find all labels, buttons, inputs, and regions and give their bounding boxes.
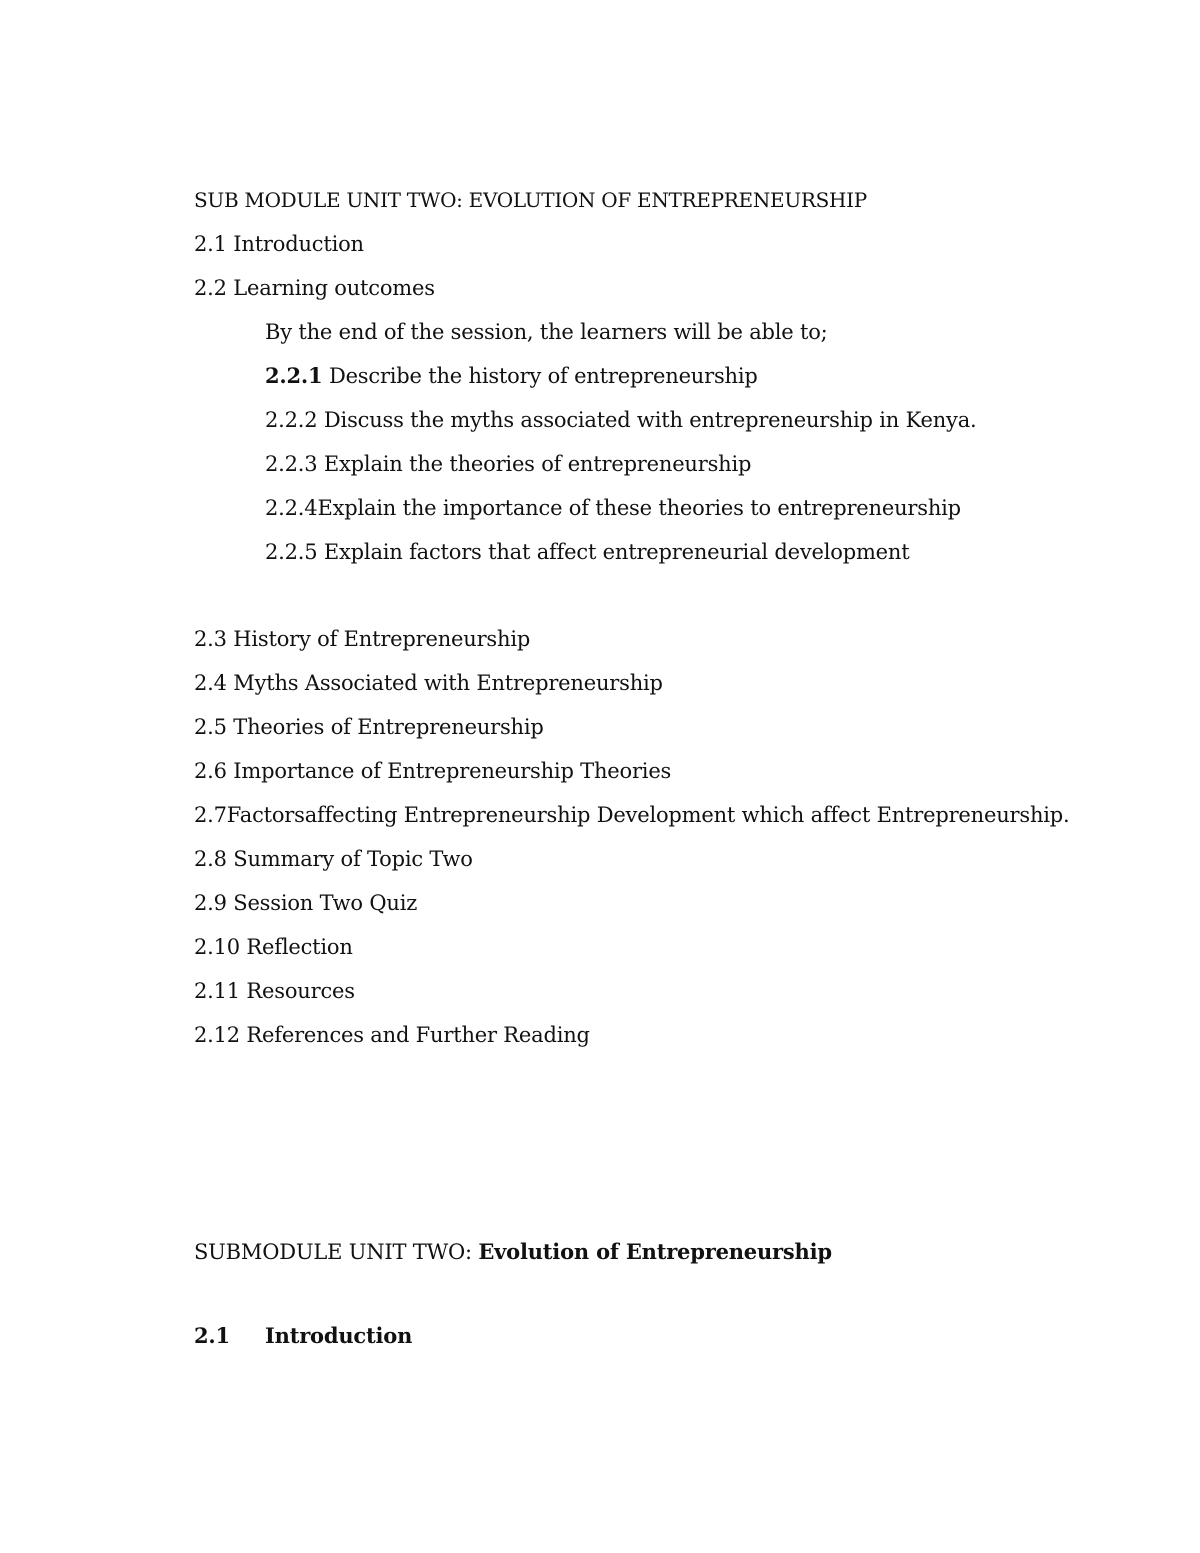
- outcome-item: [265, 538, 909, 566]
- toc-section-item: 2.5 Theories of Entrepreneurship: [194, 715, 544, 739]
- outcome-text: Explain factors that affect entrepreneurial development: [317, 540, 910, 564]
- toc-item-learning-outcomes: 2.2 Learning outcomes: [194, 276, 435, 300]
- toc-section-item: 2.10 Reflection: [194, 935, 353, 959]
- outcome-text: Explain the theories of entrepreneurship: [317, 452, 752, 476]
- outcome-text: Explain the importance of these theories to entrepreneurship: [317, 496, 961, 520]
- toc-section-item: 2.8 Summary of Topic Two: [194, 847, 473, 871]
- outcome-text: Describe the history of entrepreneurship: [322, 364, 758, 388]
- outcome-text: Discuss the myths associated with entrepreneurship in Kenya.: [317, 408, 977, 432]
- outcome-number: 2.2.5: [265, 540, 318, 564]
- subsection-heading: [194, 1322, 412, 1350]
- outcome-item: [265, 362, 758, 390]
- toc-section-item: 2.4 Myths Associated with Entrepreneurship: [194, 671, 663, 695]
- toc-section-item: 2.7Factorsaffecting Entrepreneurship Development which affect Entrepreneurship.: [194, 803, 1070, 827]
- toc-section-item: 2.6 Importance of Entrepreneurship Theories: [194, 759, 672, 783]
- toc-section-item: 2.9 Session Two Quiz: [194, 891, 418, 915]
- outcome-item: [265, 406, 977, 434]
- outcome-item: [265, 450, 751, 478]
- outcome-item: [265, 494, 961, 522]
- toc-section-item: 2.11 Resources: [194, 979, 355, 1003]
- outcome-number: 2.2.3: [265, 452, 318, 476]
- toc-title: SUB MODULE UNIT TWO: EVOLUTION OF ENTREPRENEURSHIP: [194, 188, 867, 212]
- outcome-number: 2.2.2: [265, 408, 318, 432]
- outcomes-lead-text: By the end of the session, the learners will be able to;: [265, 320, 828, 344]
- toc-section-item: 2.12 References and Further Reading: [194, 1023, 590, 1047]
- outcome-number: 2.2.4: [265, 496, 318, 520]
- toc-section-item: 2.3 History of Entrepreneurship: [194, 627, 531, 651]
- subsection-title: Introduction: [265, 1323, 413, 1348]
- outcome-number: 2.2.1: [265, 363, 323, 388]
- section-heading-title: Evolution of Entrepreneurship: [478, 1239, 832, 1264]
- subsection-number: 2.1: [194, 1323, 230, 1348]
- section-heading-prefix: SUBMODULE UNIT TWO:: [194, 1240, 479, 1264]
- toc-item-introduction: 2.1 Introduction: [194, 232, 364, 256]
- section-heading: [194, 1238, 832, 1266]
